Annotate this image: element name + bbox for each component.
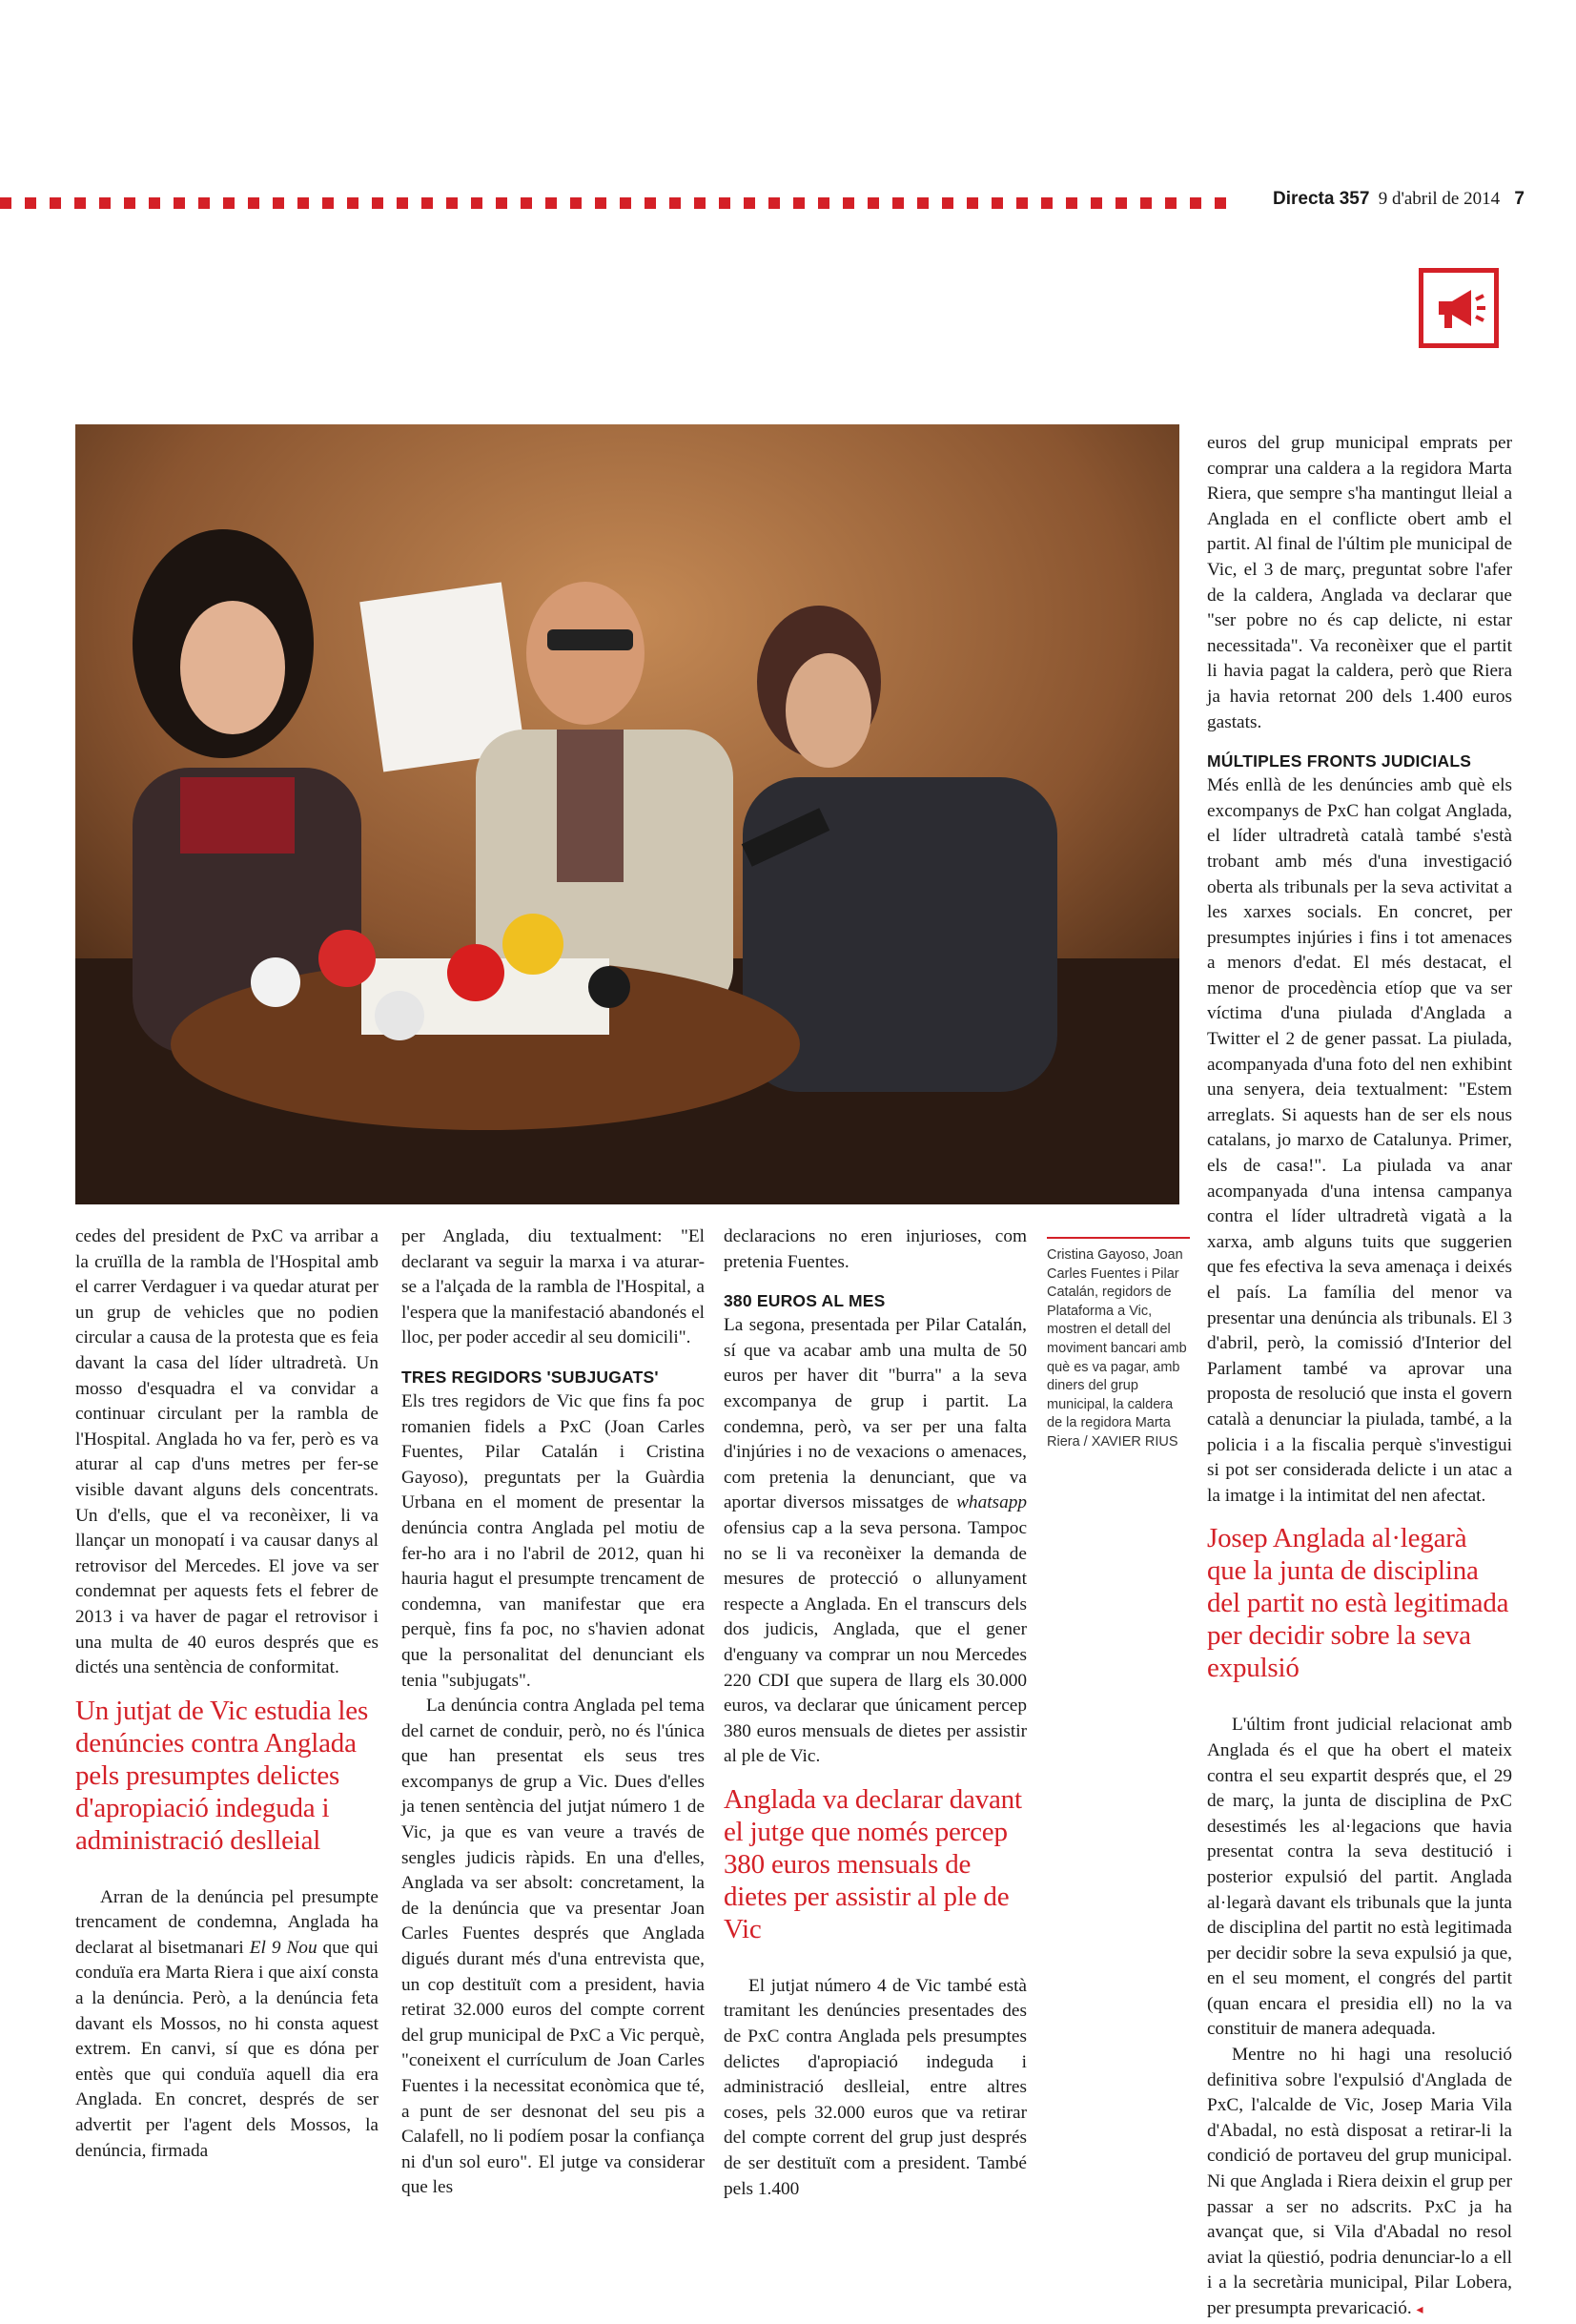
section-headline: Anglada va declarar davant el jutge que només percep 380 euros mensuals de dietes per assistir al ple de Vic: [724, 1783, 1022, 1944]
photo-caption: Cristina Gayoso, Joan Carles Fuentes i Pilar Catalán, regidors de Plataforma a Vic, mostren el detall del moviment bancari amb què es va pagar, amb diners del grup municipal, la caldera de la regidora Marta Riera / XAVIER RIUS: [1047, 1237, 1190, 1452]
body-paragraph: [75, 1885, 379, 2165]
article-column-2: [401, 1224, 705, 2201]
app-name: whatsapp: [956, 1492, 1027, 1513]
subheading: MÚLTIPLES FRONTS JUDICIALS: [1207, 751, 1472, 771]
article-column-4: [1207, 431, 1512, 2324]
text-run: ofensius cap a la seva persona. Tampoc no se li va reconèixer la demanda de mesures de protecció o allunyament respecte a Anglada. En el transcurs dels dos judicis, Anglada, que el gener d'enguany va comprar un nou Mercedes 220 CDI que supera de llarg els 30.000 euros, va declarar que únicament percep 380 euros mensuals de dietes per assistir al ple de Vic.: [724, 1517, 1027, 1767]
masthead: [1273, 189, 1525, 210]
body-paragraph: L'últim front judicial relacionat amb Anglada és el que ha obert el mateix contra el seu expartit després que, el 29 de març, la junta de disciplina de PxC desestimés les al·legacions que havia presentat contra la seva destitució i posterior expulsió del partit. Anglada al·legarà davant els tribunals que la junta de disciplina del partit no està legitimada per decidir sobre la seva expulsió ja que, en el seu moment, el congrés del partit (quan encara el presidia ell) no la va constituir de manera adequada.: [1207, 1715, 1512, 2040]
publication-title: El 9 Nou: [249, 1937, 317, 1958]
body-paragraph: Els tres regidors de Vic que fins fa poc romanien fidels a PxC (Joan Carles Fuentes, Pilar Catalán i Cristina Gayoso), preguntats per la Guàrdia Urbana en el moment de presentar la denúncia contra Anglada pel motiu de fer-ho ara i no l'abril de 2012, quan hi hauria hagut el presumpte trencament de condemna, van manifestar que era perquè, fins fa poc, no s'havien adonat que la personalitat del denunciant els tenia "subjugats".: [401, 1390, 705, 1691]
text-run: Mentre no hi hagi una resolució definitiva sobre l'expulsió d'Anglada de PxC, l'alcalde de Vic, Josep Maria Vila d'Abadal, no està disposat a retirar-li la condició de portaveu del grup municipal. Ni que Anglada i Riera deixin el grup per passar a ser no adscrits. PxC ja ha avançat que, si Vila d'Abadal no resol aviat la qüestió, podria denunciar-lo a ell i a la secretària municipal, Pilar Lobera, per presumpta prevaricació.: [1207, 2045, 1512, 2318]
article-column-3: [724, 1224, 1027, 2202]
press-conference-photo: [75, 424, 1179, 1204]
body-paragraph: La denúncia contra Anglada pel tema del carnet de conduir, però, no és l'única que han presentat els seus tres excompanys de grup a Vic. Dues d'elles ja tenen sentència del jutjat número 1 de Vic, ja que es van veure a través de sengles judicis ràpids. En una d'elles, Anglada va ser absolt: concretament, la de la denúncia que va presentar Joan Carles Fuentes després que Anglada digués durant més d'una entrevista que, un cop destituït com a president, havia retirat 32.000 euros del compte corrent del grup municipal de PxC a Vic perquè, "coneixent el currículum de Joan Carles Fuentes i la necessitat econòmica que té, a punt de ser desnonat del seu pis a Calafell, no li podíem posar la confiança ni d'un sol euro". El jutge va considerar que les: [401, 1696, 705, 2198]
body-paragraph: El jutjat número 4 de Vic també està tramitant les denúncies presentades des de PxC contra Anglada pels presumptes delictes d'apropiació indeguda i administració deslleial, entre altres coses, pels 32.000 euros que va retirar del compte corrent del grup just després de ser destituït com a president. També pels 1.400: [724, 1975, 1027, 2199]
megaphone-icon: [1419, 268, 1499, 348]
body-paragraph: [724, 1313, 1027, 1770]
article-column-1: [75, 1224, 379, 2164]
body-paragraph: euros del grup municipal emprats per comprar una caldera a la regidora Marta Riera, que sempre s'ha mantingut lleial a Anglada en el conflicte obert amb el partit. Al final de l'últim ple municipal de Vic, el 3 de març, preguntat sobre l'afer de la caldera, Anglada va declarar que "ser pobre no és cap delicte, ni estar necessitada". Va reconèixer que el partit li havia pagat la caldera, però que Riera ja havia retornat 200 dels 1.400 euros gastats.: [1207, 433, 1512, 732]
page-number: 7: [1514, 189, 1525, 209]
body-paragraph: Més enllà de les denúncies amb què els excompanys de PxC han colgat Anglada, el líder ultradretà català també s'està trobant amb més d'una investigació oberta als tribunals per la seva activitat a les xarxes socials. En concret, per presumptes injúries i fins i tot amenaces a menors d'edat. El més destacat, el menor de procedència etíop que va ser víctima d'una piulada d'Anglada a Twitter el 2 de gener passat. La piulada, acompanyada d'una foto del nen exhibint una senyera, deia textualment: "Estem arreglats. Si aquests han de ser els nous catalans, jo marxo de Catalunya. Primer, els de casa!". La piulada va anar acompanyada d'una intensa campanya contra el líder ultradretà vigatà a la xarxa, amb alguns tuits que suggerien que fes efectiva la seva amenaça i deixés el país. La família del menor va presentar una denúncia als tribunals. El 3 d'abril, però, la comissió d'Interior del Parlament també va aprovar una proposta de resolució que insta el govern català a denunciar la piulada, també, a la policia i a la fiscalia perquè s'investigui si pot ser considerada delicte i un atac a la imatge i la intimitat del nen afectat.: [1207, 775, 1512, 1506]
end-of-article-mark: ◂: [1416, 2303, 1423, 2317]
text-run: Arran de la denúncia pel presumpte trencament de condemna, Anglada ha declarat al bisetmanari: [75, 1886, 379, 1958]
decorative-dash-rule: [0, 197, 1230, 209]
text-run: que qui conduïa era Marta Riera i que així consta a la denúncia. Però, a la denúncia feta davant els Mossos, no hi consta aquest extrem. En canvi, sí que es dóna per entès que qui conduïa aquell dia era Anglada. En concret, després de ser advertit per l'agent dels Mossos, la denúncia, firmada: [75, 1937, 379, 2161]
subheading: 380 EUROS AL MES: [724, 1291, 886, 1311]
body-paragraph: declaracions no eren injurioses, com pretenia Fuentes.: [724, 1226, 1027, 1272]
section-headline: Josep Anglada al·legarà que la junta de disciplina del partit no està legitimada per decidir sobre la seva expulsió: [1207, 1523, 1509, 1684]
section-headline: Un jutjat de Vic estudia les denúncies contra Anglada pels presumptes delictes d'apropiació indeguda i administració deslleial: [75, 1695, 369, 1856]
body-paragraph: cedes del president de PxC va arribar a la cruïlla de la rambla de l'Hospital amb el carrer Verdaguer i va quedar aturat per un grup de vehicles que no podien circular a causa de la protesta que es feia davant la casa del líder ultradretà. Un mosso d'esquadra el va convidar a continuar circulant per la rambla de l'Hospital. Anglada ho va fer, però es va aturar al cap d'uns metres per fer-se visible davant alguns dels concentrats. Un d'ells, que el va reconèixer, li va llançar un monopatí i va causar danys al retrovisor del Mercedes. El jove va ser condemnat per aquests fets el febrer de 2013 i va haver de pagar el retrovisor i una multa de 40 euros després que es dictés una sentència de conformitat.: [75, 1226, 379, 1678]
body-paragraph: [1207, 2043, 1512, 2324]
issue-date: 9 d'abril de 2014: [1378, 189, 1501, 209]
text-run: La segona, presentada per Pilar Catalán, sí que va acabar amb una multa de 50 euros per haver dit "burra" a la seva excompanya de grup i partit. La condemna, però, va ser per una falta d'injúries i no de vexacions o amenaces, com pretenia la denunciant, que va aportar diversos missatges de: [724, 1315, 1027, 1513]
publication-name: Directa 357: [1273, 189, 1370, 209]
subheading: TRES REGIDORS 'SUBJUGATS': [401, 1367, 659, 1387]
body-paragraph: per Anglada, diu textualment: "El declarant va seguir la marxa i va aturar-se a l'alçada de la rambla de l'Hospital, a l'espera que la manifestació abandonés el lloc, per poder accedir al seu domicili".: [401, 1226, 705, 1348]
